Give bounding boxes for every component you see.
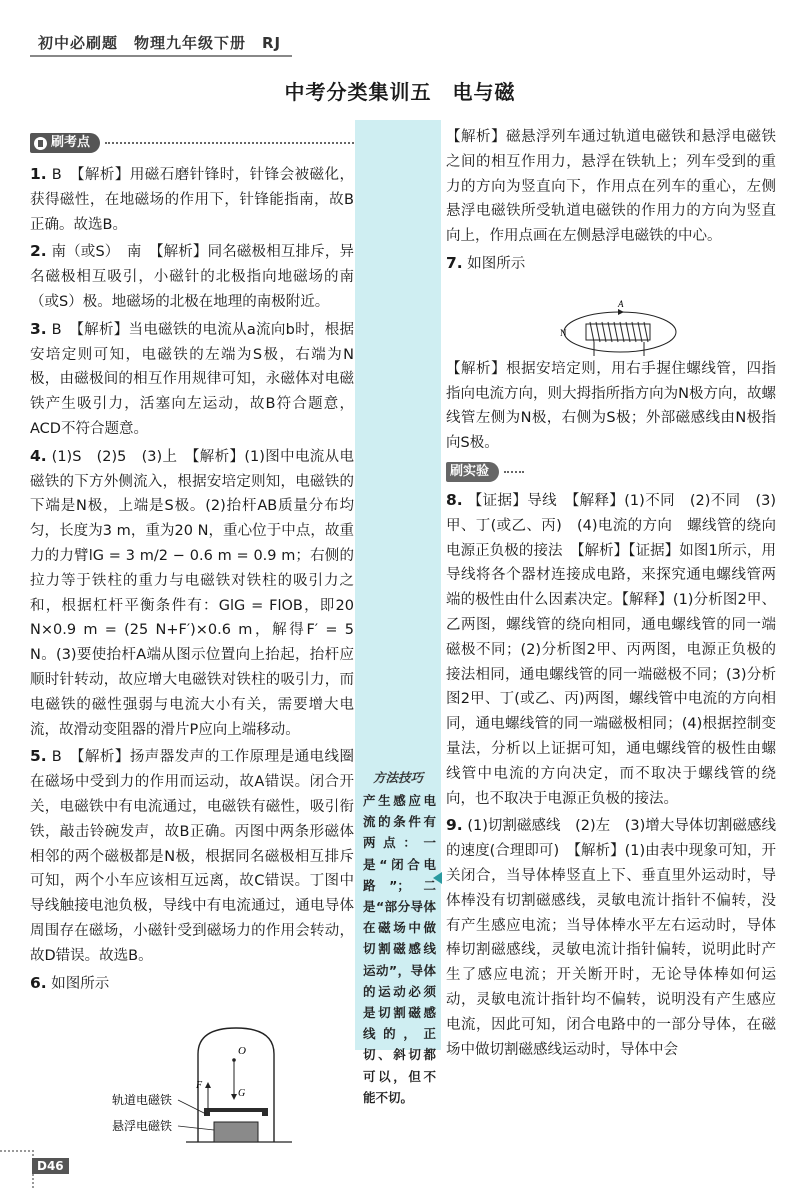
book-title: 初中必刷题 物理九年级下册 RJ	[38, 34, 282, 52]
section-label: 刷考点	[51, 134, 91, 150]
answer-item-4	[30, 444, 354, 743]
answer-item-2	[30, 239, 354, 314]
levitation-electromagnet	[204, 1108, 268, 1116]
track-electromagnet	[214, 1122, 258, 1142]
item-text: 【解析】根据安培定则，用右手握住螺线管，四指指向电流方向，则大拇指所指方向为N极方向，故螺线管左侧为N极，右侧为S极；外部磁感线由N极指向S极。	[446, 360, 776, 452]
item-text: 南（或S） 南 【解析】同名磁极相互排斥，异名磁极相互吸引，小磁针的北极指向地磁场的南（或S）极。地磁场的北极在地理的南极附近。	[30, 244, 355, 310]
label-float-magnet: 悬浮电磁铁	[112, 1119, 173, 1133]
method-tip-box	[356, 768, 440, 1108]
maglev-figure	[106, 1024, 332, 1148]
item-number: 1.	[30, 165, 47, 183]
item-text: B 【解析】用磁石磨针锋时，针锋会被磁化，获得磁性，在地磁场的作用下，针锋能指南，故B正确。故选B。	[30, 167, 355, 233]
chapter-title: 中考分类集训五 电与磁	[284, 80, 516, 104]
tip-text: 产生感应电流的条件有两点：一是“闭合电路”；二是“部分导体在磁场中做切割磁感线运动”，导体的运动必须是切割磁感线的，正切、斜切都可以，但不能不切。	[363, 793, 436, 1105]
field-arrow-icon	[618, 309, 624, 315]
page-corner-decoration	[0, 1150, 34, 1188]
analysis-item-6	[446, 125, 776, 249]
item-number: 5.	[30, 747, 47, 766]
brush-icon	[34, 137, 47, 150]
item-number: 7.	[446, 253, 463, 272]
answer-item-9	[446, 813, 776, 1062]
label-o: O	[238, 1045, 246, 1057]
item-number: 6.	[30, 973, 47, 992]
page-number: D46	[32, 1158, 69, 1174]
tip-pointer-icon	[433, 872, 442, 884]
item-text: (1)S (2)5 (3)上 【解析】(1)图中电流从电磁铁的下方外侧流入，根据安培定则知，电磁铁的下端是N极，上端是S极。(2)抬杆AB质量分布均匀，长度为3 m，重为20 N，重心位于中点，故重力的力臂lG = 3 m/2 − 0.6 m = 0.9 m；右侧的拉力等于铁柱的重力与电磁铁对铁柱的吸引力之和，根据杠杆平衡条件有：GlG = FlOB，即20 N×0.9 m = (25 N+F′)×0.6 m，解得F′ = 5 N。(3)要使抬杆A端从图示位置向上抬起，抬杆应顺时针转动，故应增大电磁铁对铁柱的吸引力，而电磁铁的磁性强弱与电流大小有关，需要增大电流，故滑动变阻器的滑片P应向上端移动。	[30, 448, 354, 738]
answer-item-3	[30, 317, 354, 442]
section-dots	[504, 471, 524, 473]
item-text: 如图所示	[51, 975, 110, 992]
header-rule	[30, 55, 292, 57]
item-number: 2.	[30, 242, 47, 261]
analysis-item-7	[446, 357, 776, 456]
item-text: 【解析】磁悬浮列车通过轨道电磁铁和悬浮电磁铁之间的相互作用力，悬浮在铁轨上；列车受到的重力的方向为竖直向下，作用点在列车的重心，左侧悬浮电磁铁所受轨道电磁铁的作用力的方向为竖直向上，作用点画在左侧悬浮电磁铁的中心。	[446, 129, 776, 245]
answer-item-6	[30, 971, 354, 997]
item-text: 如图所示	[467, 255, 526, 272]
leader-line-track	[178, 1100, 206, 1114]
answer-item-5	[30, 744, 354, 968]
item-text: (1)切割磁感线 (2)左 (3)增大导体切割磁感线的速度(合理即可) 【解析】(1)由表中现象可知，开关闭合，当导体棒竖直上下、垂直里外运动时，导体棒没有切割磁感线，灵敏电流计指针不偏转，没有产生感应电流；当导体棒水平左右运动时，导体棒切割磁感线，灵敏电流计指针偏转，说明此时产生了感应电流；开关断开时，无论导体棒如何运动，灵敏电流计指针均不偏转，说明没有产生感应电流，因此可知，闭合电路中的一部分导体，在磁场中做切割磁感线运动时，导体中会	[446, 818, 776, 1058]
gravity-arrowhead	[231, 1094, 237, 1100]
label-a: A	[618, 299, 624, 309]
answer-item-7	[446, 251, 776, 277]
leader-line-float	[178, 1126, 214, 1130]
item-text: B 【解析】当电磁铁的电流从a流向b时，根据安培定则可知，电磁铁的左端为S极，右端为N极，由磁极间的相互作用规律可知，永磁体对电磁铁产生吸引力，活塞向左运动，故B符合题意，ACD不符合题意。	[30, 321, 354, 437]
item-number: 9.	[446, 816, 463, 835]
item-text: 【证据】导线 【解释】(1)不同 (2)不同 (3)甲、丁(或乙、丙) (4)电流的方向 螺线管的绕向 电源正负极的接法 【解析】【证据】如图1所示，用导线将各个器材连接成电路，来探究通电螺线管两端的极性由什么因素决定。【解释】(1)分析图2甲、乙两图，螺线管的绕向相同，通电螺线管的同一端磁极不同；(2)分析图2甲、丙两图，电源正负极的接法相同，通电螺线管的同一端磁极不同；(3)分析图2甲、丁(或乙、丙)两图，螺线管中电流的方向相同，通电螺线管的同一端磁极相同；(4)根据控制变量法，分析以上证据可知，通电螺线管的极性由螺线管中电流的方向决定，而不取决于螺线管的绕向，也不取决于电源正负极的接法。	[446, 492, 791, 807]
item-number: 3.	[30, 319, 47, 338]
answer-item-8	[446, 488, 791, 811]
left-column	[30, 130, 354, 998]
item-number: 4.	[30, 446, 47, 465]
label-track-magnet: 轨道电磁铁	[112, 1093, 173, 1107]
section-badge	[30, 133, 100, 153]
item-text: B 【解析】扬声器发声的工作原理是通电线圈在磁场中受到力的作用而运动，故A错误。闭合开关，电磁铁中有电流通过，电磁铁有磁性，吸引衔铁，敲击铃碗发声，故B正确。丙图中两条形磁体相邻的两个磁极都是N极，根据同名磁极相互排斥可知，两个小车应该相互远离，故C错误。丁图中导线触接电池负极，导线中有电流通过，通电导体周围存在磁场，小磁针受到磁场力的作用会转动，故D错误。故选B。	[30, 749, 355, 964]
solenoid-figure	[560, 298, 680, 358]
label-g: G	[238, 1088, 246, 1099]
right-column	[446, 125, 791, 1064]
section-badge	[446, 462, 499, 482]
section-dots	[105, 142, 354, 144]
label-n: N	[560, 328, 567, 338]
section-kaodian	[30, 130, 354, 156]
page-header	[0, 0, 800, 52]
item-number: 8.	[446, 490, 463, 509]
force-arrowhead	[205, 1082, 211, 1088]
section-shiyan	[446, 460, 776, 484]
answer-item-1	[30, 162, 354, 237]
label-f: F	[196, 1080, 203, 1091]
tip-title: 方法技巧	[372, 770, 423, 785]
section-label: 刷实验	[450, 463, 490, 479]
